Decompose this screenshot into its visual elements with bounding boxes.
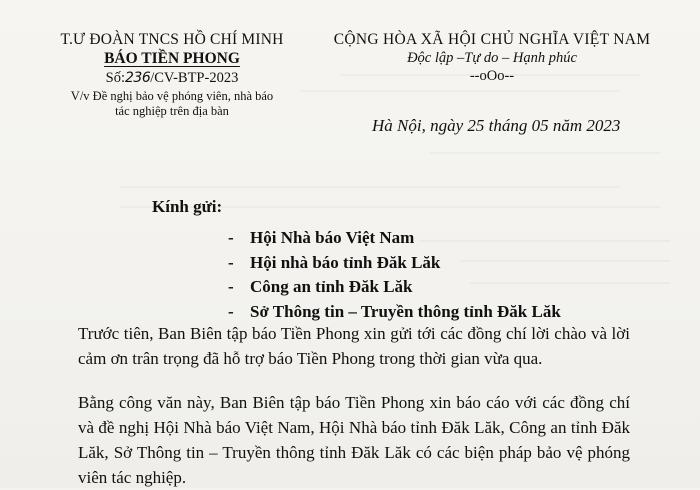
- docno-suffix: /CV-BTP-2023: [150, 70, 239, 86]
- paragraph-line: Trước tiên, Ban Biên tập báo Tiền Phong xin gửi tới các đồng chí lời chào và lời: [78, 324, 630, 343]
- issuing-organization: T.Ư ĐOÀN TNCS HỒ CHÍ MINH: [60, 31, 284, 48]
- country-name: CỘNG HÒA XÃ HỘI CHỦ NGHĨA VIỆT NAM: [333, 31, 651, 48]
- recipient-item: [228, 275, 561, 300]
- recipient-item: [228, 251, 561, 276]
- salutation: Kính gửi:: [152, 197, 223, 216]
- issuer-block: [42, 30, 302, 119]
- list-dash: -: [228, 228, 234, 247]
- dateline: Hà Nội, ngày 25 tháng 05 năm 2023: [372, 116, 621, 135]
- national-header: [312, 30, 672, 85]
- docno-prefix: Số:: [105, 70, 125, 86]
- subject-line: V/v Đề nghị bảo vệ phóng viên, nhà báo: [70, 89, 274, 103]
- paragraph-line: viên tác nghiệp.: [78, 468, 187, 487]
- recipient-item: [228, 226, 561, 251]
- body-paragraph-request: [78, 390, 630, 490]
- paragraph-line: và đề nghị Hội Nhà báo Việt Nam, Hội Nhà báo tỉnh Đăk Lăk, Công an tỉnh Đăk: [78, 418, 630, 437]
- list-dash: -: [228, 252, 234, 272]
- newspaper-name: BÁO TIỀN PHONG: [104, 50, 240, 67]
- document-number: [42, 69, 302, 87]
- list-dash: -: [228, 301, 234, 321]
- header-separator: --oOo--: [469, 68, 515, 84]
- paragraph-line: cảm ơn trân trọng đã hỗ trợ báo Tiền Phong trong thời gian vừa qua.: [78, 349, 543, 368]
- body-paragraph-greeting: [78, 321, 630, 371]
- recipient-name: Hội Nhà báo Việt Nam: [250, 228, 415, 247]
- document-subject: [42, 89, 302, 119]
- recipient-name: Công an tỉnh Đăk Lăk: [250, 277, 413, 296]
- recipient-name: Sở Thông tin – Truyền thông tỉnh Đăk Lăk: [250, 301, 561, 321]
- list-dash: -: [228, 277, 234, 296]
- national-motto: Độc lập –Tự do – Hạnh phúc: [407, 50, 577, 66]
- subject-line: tác nghiệp trên địa bàn: [115, 104, 229, 118]
- recipient-name: Hội nhà báo tỉnh Đăk Lăk: [250, 252, 441, 272]
- handwritten-number: 236: [125, 70, 151, 86]
- paragraph-line: Bằng công văn này, Ban Biên tập báo Tiền Phong xin báo cáo với các đồng chí: [78, 393, 630, 412]
- paragraph-line: Lăk, Sở Thông tin – Truyền thông tỉnh Đăk Lăk có các biện pháp bảo vệ phóng: [78, 443, 630, 462]
- recipient-list: [228, 226, 561, 324]
